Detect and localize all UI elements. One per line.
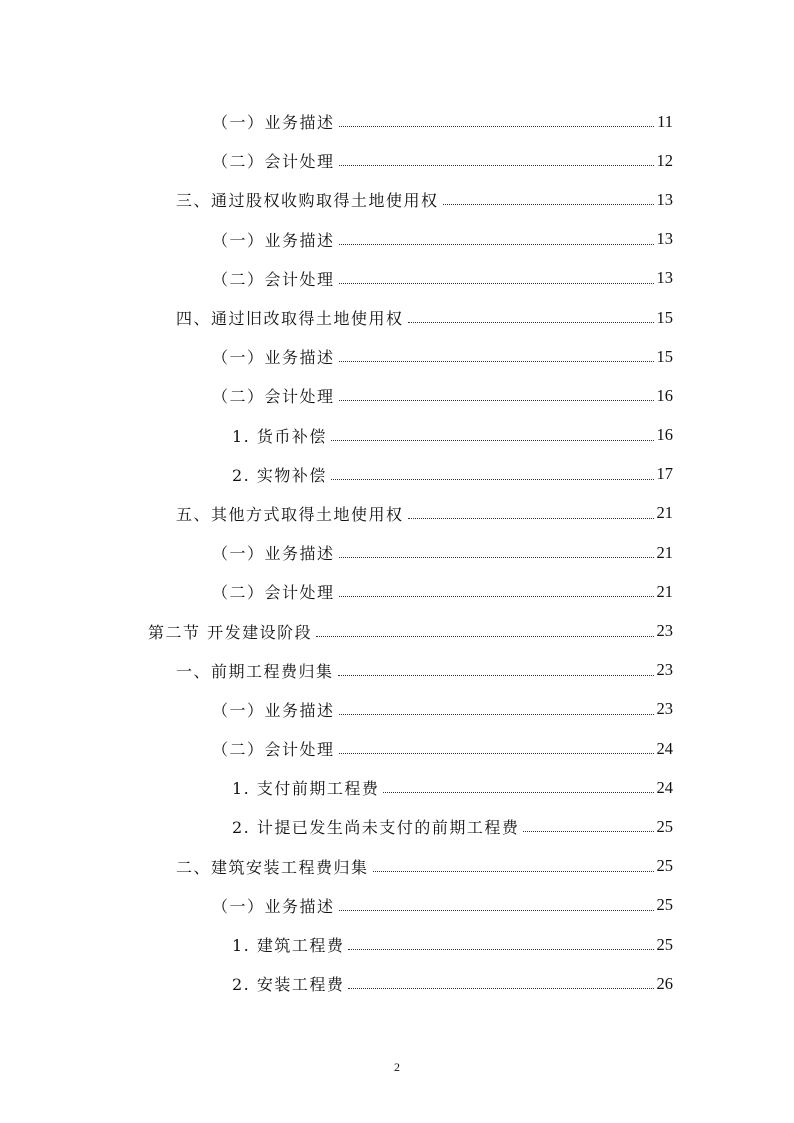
- toc-entry-page: 25: [656, 816, 673, 836]
- toc-entry-page: 17: [656, 464, 673, 484]
- toc-entry-page: 23: [656, 621, 673, 641]
- toc-entry[interactable]: [0, 376, 673, 415]
- toc-entry[interactable]: [0, 494, 673, 533]
- toc-entry-label: （二）会计处理: [212, 152, 335, 172]
- toc-entry[interactable]: [0, 611, 673, 650]
- dot-leader: [373, 871, 654, 872]
- dot-leader: [339, 244, 654, 245]
- toc-entry-label: （二）会计处理: [212, 269, 335, 289]
- toc-entry[interactable]: [0, 337, 673, 376]
- toc-entry[interactable]: [0, 690, 673, 729]
- dot-leader: [408, 322, 654, 323]
- toc-entry-label: （一）业务描述: [212, 700, 335, 720]
- toc-entry[interactable]: [0, 847, 673, 886]
- toc-entry-page: 23: [656, 699, 673, 719]
- dot-leader: [348, 988, 653, 989]
- toc-entry[interactable]: [0, 180, 673, 219]
- toc-entry[interactable]: [0, 455, 673, 494]
- dot-leader: [316, 636, 653, 637]
- toc-entry-label: （一）业务描述: [212, 896, 335, 916]
- toc-entry-page: 13: [656, 268, 673, 288]
- dot-leader: [383, 792, 653, 793]
- toc-entry-page: 12: [656, 150, 673, 170]
- toc-entry-page: 13: [656, 189, 673, 209]
- toc-entry-label: 1. 货币补偿: [232, 426, 327, 446]
- toc-entry[interactable]: [0, 220, 673, 259]
- toc-entry-label: （二）会计处理: [212, 583, 335, 603]
- dot-leader: [339, 910, 654, 911]
- toc-entry-label: 1. 支付前期工程费: [232, 779, 380, 799]
- dot-leader: [408, 518, 654, 519]
- toc-entry[interactable]: [0, 259, 673, 298]
- toc-entry[interactable]: [0, 729, 673, 768]
- toc-entry-page: 23: [656, 660, 673, 680]
- toc-entry-page: 11: [657, 111, 673, 131]
- dot-leader: [331, 440, 654, 441]
- toc-entry-page: 21: [656, 581, 673, 601]
- toc-entry-label: 2. 计提已发生尚未支付的前期工程费: [232, 818, 520, 838]
- toc-entry[interactable]: [0, 964, 673, 1003]
- dot-leader: [339, 126, 655, 127]
- toc-entry[interactable]: [0, 102, 673, 141]
- toc-entry[interactable]: [0, 533, 673, 572]
- dot-leader: [331, 479, 654, 480]
- page-number: 2: [394, 1060, 400, 1074]
- toc-entry-page: 16: [656, 385, 673, 405]
- toc-entry-label: 2. 安装工程费: [232, 975, 345, 995]
- dot-leader: [339, 400, 654, 401]
- toc-entry[interactable]: [0, 572, 673, 611]
- dot-leader: [523, 831, 653, 832]
- toc-entry-page: 26: [656, 973, 673, 993]
- toc-entry-label: 第二节 开发建设阶段: [148, 622, 313, 642]
- toc-entry-label: （一）业务描述: [212, 113, 335, 133]
- dot-leader: [339, 596, 654, 597]
- toc-entry-page: 25: [656, 856, 673, 876]
- toc-entry-label: 三、通过股权收购取得土地使用权: [176, 191, 439, 211]
- toc-entry-page: 16: [656, 425, 673, 445]
- toc-entry[interactable]: [0, 651, 673, 690]
- toc-entry-label: （二）会计处理: [212, 387, 335, 407]
- toc-entry[interactable]: [0, 141, 673, 180]
- toc-entry-label: （一）业务描述: [212, 544, 335, 564]
- toc-entry[interactable]: [0, 925, 673, 964]
- toc-entry-label: 1. 建筑工程费: [232, 936, 345, 956]
- toc-entry[interactable]: [0, 298, 673, 337]
- toc-entry[interactable]: [0, 807, 673, 846]
- dot-leader: [339, 361, 654, 362]
- toc-entry-label: 四、通过旧改取得土地使用权: [176, 309, 404, 329]
- dot-leader: [348, 949, 653, 950]
- toc-entry-label: 2. 实物补偿: [232, 465, 327, 485]
- toc-entry[interactable]: [0, 416, 673, 455]
- dot-leader: [339, 714, 654, 715]
- toc-entry-label: （一）业务描述: [212, 348, 335, 368]
- toc-entry-page: 13: [656, 229, 673, 249]
- toc-entry-page: 15: [656, 307, 673, 327]
- table-of-contents: [0, 102, 794, 1003]
- dot-leader: [339, 283, 654, 284]
- dot-leader: [443, 204, 654, 205]
- toc-entry-page: 24: [656, 777, 673, 797]
- toc-entry-label: 二、建筑安装工程费归集: [176, 857, 369, 877]
- toc-entry[interactable]: [0, 768, 673, 807]
- toc-entry[interactable]: [0, 886, 673, 925]
- toc-entry-label: 一、前期工程费归集: [176, 661, 334, 681]
- toc-entry-label: （二）会计处理: [212, 740, 335, 760]
- dot-leader: [338, 675, 654, 676]
- toc-entry-label: 五、其他方式取得土地使用权: [176, 504, 404, 524]
- toc-entry-page: 15: [656, 346, 673, 366]
- toc-entry-page: 21: [656, 503, 673, 523]
- toc-entry-page: 25: [656, 895, 673, 915]
- toc-entry-page: 25: [656, 934, 673, 954]
- dot-leader: [339, 165, 654, 166]
- dot-leader: [339, 753, 654, 754]
- toc-entry-label: （一）业务描述: [212, 230, 335, 250]
- dot-leader: [339, 557, 654, 558]
- toc-entry-page: 21: [656, 542, 673, 562]
- toc-entry-page: 24: [656, 738, 673, 758]
